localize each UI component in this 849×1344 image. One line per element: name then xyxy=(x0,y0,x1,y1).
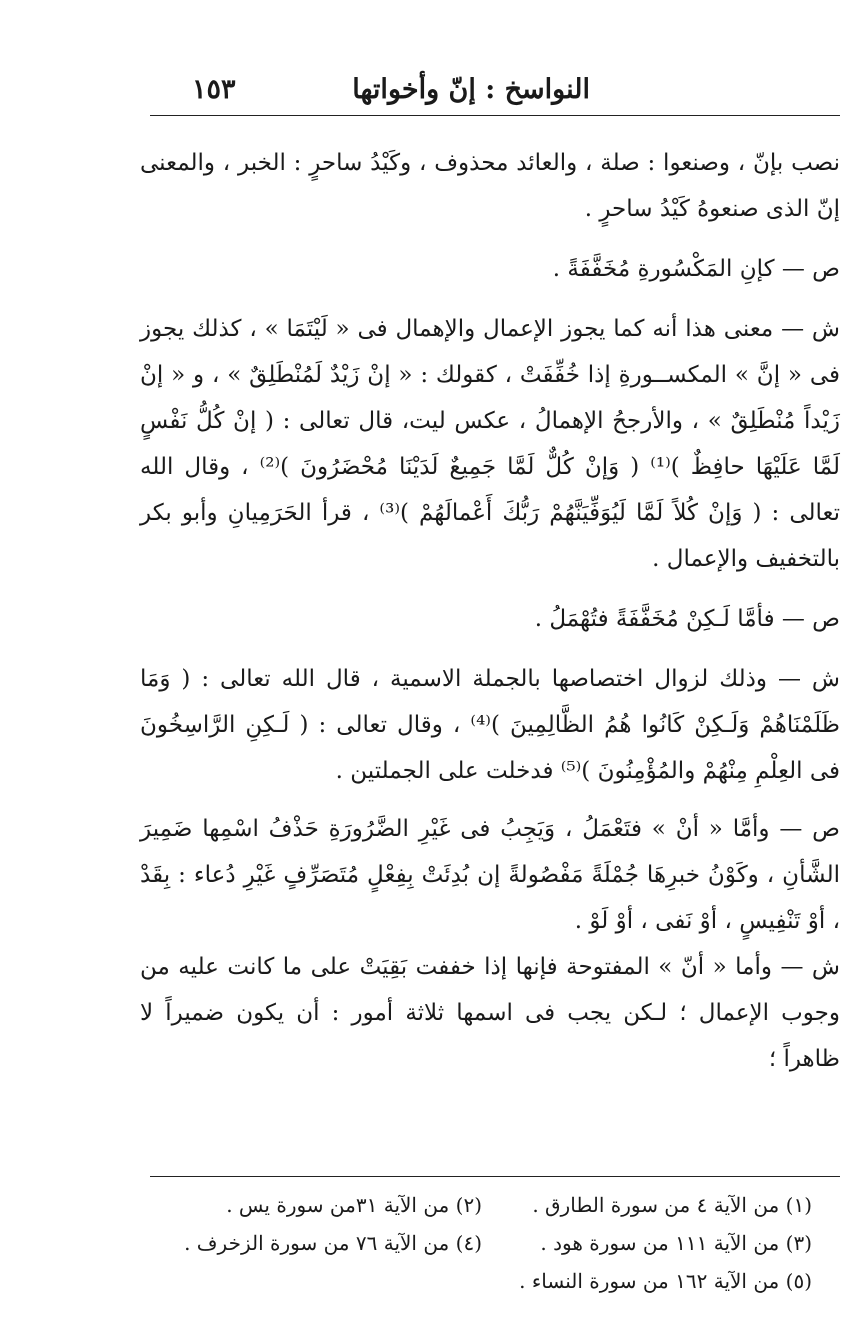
paragraph-rule-2: ص — فأمَّا لَـكِنْ مُخَفَّفَةً فتُهْمَلُ . xyxy=(534,606,840,632)
paragraph-rule-1: ص — كإنِ المَكْسُورةِ مُخَفَّفَةً . xyxy=(552,256,840,282)
running-header xyxy=(150,70,840,114)
header-divider xyxy=(150,115,840,116)
paragraph-commentary-4: ش — وأما « أنّ » المفتوحة فإنها إذا خففت بَقِيَتْ على ما كانت عليه من وجوب الإعمال ؛ لـكن يجب فى اسمها ثلاثة أمور : أن يكون ضميراً لا ظاهراً ؛ xyxy=(140,954,840,1072)
paragraph-commentary-2: ش — معنى هذا أنه كما يجوز الإعمال والإهمال فى « لَيْتَمَا » ، كذلك يجوز فى « إنَّ » المكســورةِ إذا خُفِّفَتْ ، كقولك : « إنْ زَيْدٌ لَمُنْطَلِقٌ » ، و « إنْ زَيْداً مُنْطَلِقٌ » ، والأرجحُ الإهمالُ ، عكس ليت، قال تعالى : ( إنْ كُلُّ نَفْسٍ لَمَّا عَلَيْهَا حافِظٌ )⁽¹⁾ ( وَإنْ كُلٌّ لَمَّا جَمِيعٌ لَدَيْنَا مُحْضَرُونَ )⁽²⁾ ، وقال الله تعالى : ( وَإنْ كُلاً لَمَّا لَيُوَفِّيَنَّهُمْ رَبُّكَ أَعْمالَهُمْ )⁽³⁾ ، قرأ الحَرَمِيانِ وأبو بكر بالتخفيف والإعمال . xyxy=(140,316,841,572)
main-text xyxy=(140,140,840,1082)
footnote-divider xyxy=(150,1176,840,1177)
footnote-2: (٢) من الآية ٣١من سورة يس . xyxy=(226,1193,482,1217)
footnote-row xyxy=(150,1186,812,1224)
footnote-3: (٣) من الآية ١١١ من سورة هود . xyxy=(540,1231,812,1255)
footnote-1: (١) من الآية ٤ من سورة الطارق . xyxy=(532,1193,812,1217)
paragraph-rule-3: ص — وأمَّا « أنْ » فتَعْمَلُ ، وَيَجِبُ فى غَيْرِ الضَّرُورَةِ حَذْفُ اسْمِها ضَمِيرَ الشَّأنِ ، وكَوْنُ خبرِهَا جُمْلَةً مَفْصُولةً إن بُدِئَتْ بِفِعْلٍ مُتَصَرِّفٍ غَيْرِ دُعاء : بِقَدْ ، أوْ تَنْفِيسٍ ، أوْ نَفى ، أوْ لَوْ . xyxy=(140,816,840,934)
footnotes xyxy=(150,1186,812,1300)
footnote-row xyxy=(150,1262,812,1300)
footnote-row xyxy=(150,1224,812,1262)
footnote-4: (٤) من الآية ٧٦ من سورة الزخرف . xyxy=(184,1231,482,1255)
chapter-title: النواسخ : إنّ وأخواتها xyxy=(352,74,590,105)
paragraph-commentary-3: ش — وذلك لزوال اختصاصها بالجملة الاسمية ، قال الله تعالى : ( وَمَا ظَلَمْنَاهُمْ وَلَـكِنْ كَانُوا هُمُ الظَّالِمِينَ )⁽⁴⁾ ، وقال تعالى : ( لَـكِنِ الرَّاسِخُونَ فى العِلْمِ مِنْهُمْ والمُؤْمِنُونَ )⁽⁵⁾ فدخلت على الجملتين . xyxy=(140,666,840,784)
page-number: ١٥٣ xyxy=(192,74,236,105)
paragraph-commentary-1: نصب بإنّ ، وصنعوا : صلة ، والعائد محذوف ، وكَيْدُ ساحرٍ : الخبر ، والمعنى إنّ الذى صنعوهُ كَيْدُ ساحرٍ . xyxy=(140,150,840,222)
footnote-5: (٥) من الآية ١٦٢ من سورة النساء . xyxy=(519,1269,812,1293)
